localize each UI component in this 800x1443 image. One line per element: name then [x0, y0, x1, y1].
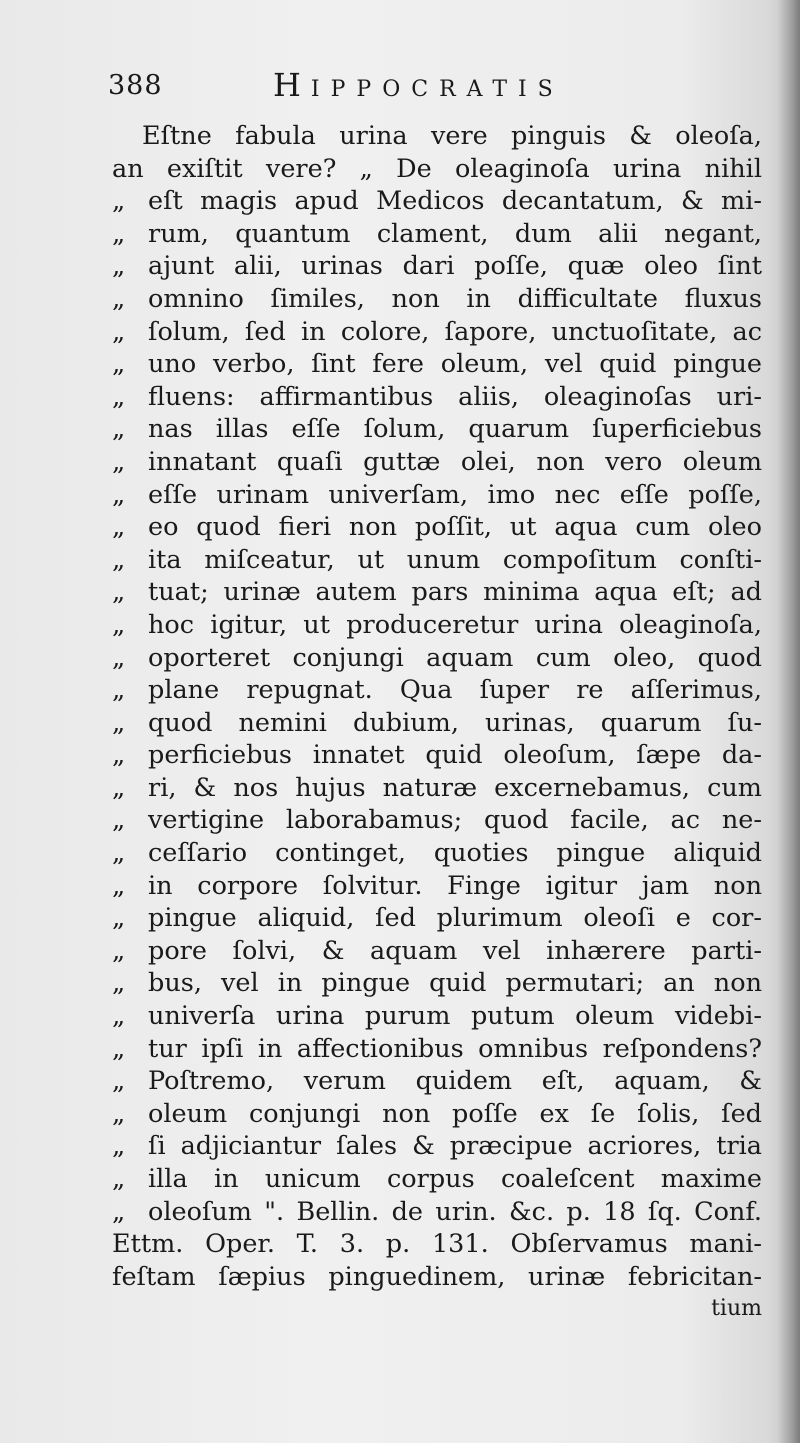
quote-mark: „	[112, 1098, 126, 1129]
quote-mark: „	[112, 512, 126, 543]
line-text: oleum conjungi non poſſe ex ſe ſolis, ſed	[148, 1098, 762, 1129]
text-line	[112, 348, 762, 381]
line-text: pingue aliquid, ſed plurimum oleoſi e cor-	[148, 903, 762, 934]
line-text: eſt magis apud Medicos decantatum, & mi-	[148, 186, 762, 217]
text-line	[112, 316, 762, 349]
running-title-initial: H	[273, 66, 311, 104]
body-text	[112, 120, 762, 1326]
quote-mark: „	[112, 414, 126, 445]
line-text: oporteret conjungi aquam cum oleo, quod	[148, 642, 762, 673]
quote-mark: „	[112, 316, 126, 347]
line-text: ceſſario continget, quoties pingue aliquid	[148, 838, 762, 869]
line-text: eſſe urinam univerſam, imo nec eſſe poſſe,	[148, 479, 762, 510]
page-edge-shadow	[778, 0, 800, 1443]
line-text: innatant quaſi guttæ olei, non vero oleum	[148, 446, 762, 477]
line-text: ri, & nos hujus naturæ excernebamus, cum	[148, 772, 762, 803]
quote-mark: „	[112, 1066, 126, 1097]
quote-mark: „	[112, 251, 126, 282]
line-text: eo quod fieri non poſſit, ut aqua cum oleo	[148, 512, 762, 543]
quote-mark: „	[112, 479, 126, 510]
quote-mark: „	[112, 772, 126, 803]
quote-mark: „	[112, 935, 126, 966]
line-text: fluens: affirmantibus aliis, oleaginoſas uri-	[148, 381, 762, 412]
line-text: perficiebus innatet quid oleoſum, ſæpe da-	[148, 740, 762, 771]
quote-mark: „	[112, 283, 126, 314]
text-line	[112, 1293, 762, 1326]
text-line	[112, 1000, 762, 1033]
quote-mark: „	[112, 740, 126, 771]
text-line	[112, 609, 762, 642]
text-line	[112, 967, 762, 1000]
text-line	[112, 544, 762, 577]
line-text: uno verbo, ſint fere oleum, vel quid pingue	[148, 349, 762, 380]
text-line	[112, 1196, 762, 1229]
line-text: bus, vel in pingue quid permutari; an non	[148, 968, 762, 999]
quote-mark: „	[112, 544, 126, 575]
line-text: feſtam ſæpius pinguedinem, urinæ febricitan-	[112, 1261, 762, 1292]
line-text: Eſtne fabula urina vere pinguis & oleoſa,	[142, 121, 762, 151]
line-text: ajunt alii, urinas dari poſſe, quæ oleo ſint	[148, 251, 762, 282]
text-line	[112, 479, 762, 512]
text-line	[112, 739, 762, 772]
quote-mark: „	[112, 577, 126, 608]
quote-mark: „	[112, 218, 126, 249]
text-line	[112, 837, 762, 870]
line-text: an exiſtit vere? „ De oleaginoſa urina nihil	[112, 153, 762, 184]
line-text: Ettm. Oper. T. 3. p. 131. Obſervamus mani-	[112, 1229, 762, 1260]
text-line	[112, 1163, 762, 1196]
quote-mark: „	[112, 870, 126, 901]
text-line	[112, 1098, 762, 1131]
line-text: quod nemini dubium, urinas, quarum ſu-	[148, 707, 762, 738]
line-text: univerſa urina purum putum oleum videbi-	[148, 1001, 762, 1032]
line-text: Poſtremo, verum quidem eſt, aquam, &	[148, 1066, 762, 1097]
line-text: tium	[711, 1296, 762, 1322]
quote-mark: „	[112, 381, 126, 412]
quote-mark: „	[112, 642, 126, 673]
line-text: rum, quantum clament, dum alii negant,	[148, 218, 762, 249]
text-line	[112, 1228, 762, 1261]
text-line	[112, 1065, 762, 1098]
text-line	[112, 576, 762, 609]
text-line	[112, 185, 762, 218]
quote-mark: „	[112, 609, 126, 640]
text-line	[112, 870, 762, 903]
page-number: 388	[108, 70, 163, 101]
line-text: ſolum, ſed in colore, ſapore, unctuoſitate, ac	[148, 316, 762, 347]
line-text: ita miſceatur, ut unum compoſitum conſti-	[148, 544, 762, 575]
line-text: hoc igitur, ut produceretur urina oleaginoſa,	[148, 609, 762, 640]
text-line	[112, 381, 762, 414]
text-line	[112, 446, 762, 479]
quote-mark: „	[112, 446, 126, 477]
text-line	[112, 1033, 762, 1066]
line-text: tuat; urinæ autem pars minima aqua eſt; ad	[148, 577, 762, 608]
text-line	[112, 804, 762, 837]
line-text: illa in unicum corpus coaleſcent maxime	[148, 1164, 762, 1194]
quote-mark: „	[112, 1033, 126, 1064]
quote-mark: „	[112, 968, 126, 999]
running-head	[108, 66, 648, 110]
quote-mark: „	[112, 903, 126, 934]
text-line	[112, 1130, 762, 1163]
text-line	[112, 902, 762, 935]
text-line	[112, 707, 762, 740]
text-line	[112, 153, 762, 186]
line-text: tur ipſi in affectionibus omnibus reſpondens?	[148, 1033, 762, 1064]
quote-mark: „	[112, 1164, 126, 1194]
running-title	[273, 66, 564, 104]
quote-mark: „	[112, 1001, 126, 1032]
text-line	[112, 511, 762, 544]
line-text: in corpore ſolvitur. Finge igitur jam non	[148, 870, 762, 901]
line-text: plane repugnat. Qua ſuper re aſſerimus,	[148, 675, 762, 706]
text-line	[112, 1261, 762, 1294]
quote-mark: „	[112, 349, 126, 380]
quote-mark: „	[112, 838, 126, 869]
quote-mark: „	[112, 675, 126, 706]
quote-mark: „	[112, 707, 126, 738]
line-text: ſi adjiciantur ſales & præcipue acriores, tria	[148, 1131, 762, 1162]
line-text: oleoſum ". Bellin. de urin. &c. p. 18 ſq. Conf.	[148, 1196, 762, 1227]
line-text: vertigine laborabamus; quod facile, ac ne-	[148, 805, 762, 836]
quote-mark: „	[112, 1196, 126, 1227]
text-line	[112, 413, 762, 446]
line-text: omnino ſimiles, non in difficultate fluxus	[148, 283, 762, 314]
quote-mark: „	[112, 805, 126, 836]
text-line	[112, 935, 762, 968]
text-line	[112, 218, 762, 251]
text-line	[112, 120, 762, 153]
text-line	[112, 250, 762, 283]
line-text: nas illas eſſe ſolum, quarum ſuperficiebus	[148, 414, 762, 445]
text-line	[112, 772, 762, 805]
text-line	[112, 642, 762, 675]
quote-mark: „	[112, 186, 126, 217]
quote-mark: „	[112, 1131, 126, 1162]
text-line	[112, 674, 762, 707]
line-text: pore ſolvi, & aquam vel inhærere parti-	[148, 935, 762, 966]
text-line	[112, 283, 762, 316]
running-title-rest: IPPOCRATIS	[310, 77, 564, 102]
